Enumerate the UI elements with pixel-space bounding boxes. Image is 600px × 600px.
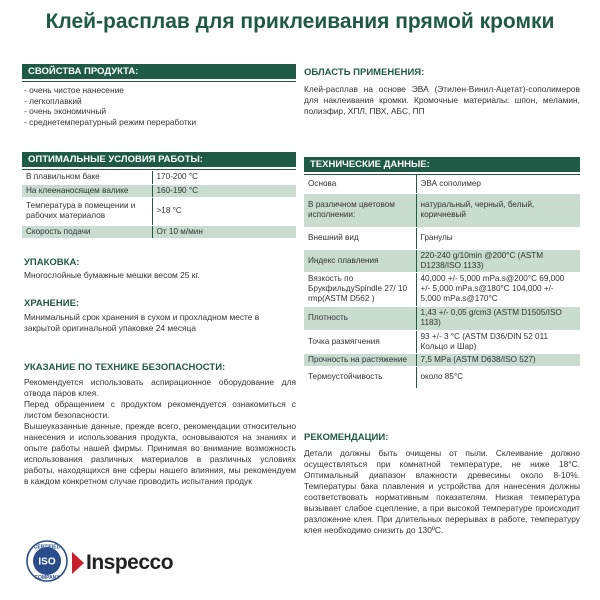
recommendations-text: Детали должны быть очищены от пыли. Склеивание должно осуществляться при комнатной температуре, не ниже 18°С. Оптимальный диапазон влажности древесины около 8-10%. Температуры бака плавления и устройства для нанесения должны соответствовать нормативным показателям. Низкая температура вызывает слабое сцепление, а при высокой температуре происходит разложение клея. При длительных перерывах в работе, температуру клея необходимо снизить до 130ºС. [304, 448, 580, 535]
table-row: Температура в помещении и рабочих материалов >18 °С [22, 197, 296, 225]
table-row: Термоустойчивость около 85°C [304, 366, 580, 388]
safety-heading: УКАЗАНИЕ ПО ТЕХНИКЕ БЕЗОПАСНОСТИ: [24, 362, 226, 373]
list-item: - очень чистое нанесение [24, 85, 294, 96]
application-text: Клей-расплав на основе ЭВА (Этилен-Винил-Ацетат)-сополимеров для наклеивания кромки. Кромочные материалы: шпон, меламин, полиэфир, ХПЛ, ПВХ, АБС, ПП [304, 84, 580, 116]
iso-bottom-text: COMPANY [34, 575, 60, 581]
table-row: Прочность на растяжение 7,5 MPa (ASTM D638/ISO 527) [304, 353, 580, 366]
list-item: - очень экономичный [24, 106, 294, 117]
safety-text-1: Рекомендуется использовать аспирационное оборудование для отвода паров клея. [24, 377, 296, 398]
brand-mark-icon [72, 552, 84, 574]
table-row: В различном цветовом исполнении: натуральный, черный, белый, коричневый [304, 193, 580, 227]
list-item: - среднетемпературный режим переработки [24, 117, 294, 128]
section-bar-conditions: ОПТИМАЛЬНЫЕ УСЛОВИЯ РАБОТЫ: [22, 152, 296, 167]
list-item: - легкоплавкий [24, 96, 294, 107]
tech-table [304, 175, 580, 389]
table-row: Точка размягчения 93 +/- 3 °C (ASTM D36/DIN 52 011 Кольцо и Шар) [304, 330, 580, 353]
table-row: Вязкость по БрукфильдуSpindle 27/ 10 rmp(ASTM D562 ) 40,000 +/- 5,000 mPa.s@200°C 69,000 +/- 5,000 mPa.s@180°C 104,000 +/- 5,000 mPa.s@170°C [304, 272, 580, 306]
conditions-table [22, 171, 296, 239]
brand-name: Inspecco [86, 551, 174, 574]
safety-text-3: Вышеуказанные данные, прежде всего, рекомендации относительно нанесения и использования продукта, основываются на знаниях и опыте работы нашей фирмы. Принимая во внимание возможность использования различных материалов в различных условиях работы, находящихся вне сферы нашего влияния, мы рекомендуем в каждом конкретном случае проводить испытания продук [24, 421, 296, 486]
safety-text-2: Перед обращением с продуктом рекомендуется ознакомиться с листом безопасности. [24, 399, 296, 420]
page-title: Клей-расплав для приклеивания прямой кромки [45, 10, 555, 33]
iso-top-text: CERTIFIED [33, 544, 61, 551]
table-row: Индекс плавления 220-240 g/10min @200°C (ASTM D1238/ISO 1133) [304, 249, 580, 272]
iso-mid-text: ISO [38, 556, 56, 568]
packaging-text: Многослойные бумажные мешки весом 25 кг. [24, 270, 200, 280]
iso-seal-icon [26, 540, 68, 582]
section-bar-properties: СВОЙСТВА ПРОДУКТА: [22, 64, 296, 79]
packaging-heading: УПАКОВКА: [24, 257, 80, 268]
recommendations-heading: РЕКОМЕНДАЦИИ: [304, 432, 389, 443]
table-row: В плавильном баке 170-200 °С [22, 171, 296, 184]
section-bar-tech: ТЕХНИЧЕСКИЕ ДАННЫЕ: [304, 157, 580, 172]
table-row: Внешний вид Гранулы [304, 227, 580, 249]
storage-text: Минимальный срок хранения в сухом и прохладном месте в закрытой оригинальной упаковке 24 месяца [24, 312, 260, 333]
properties-list [24, 85, 294, 127]
table-row: Плотность 1,43 +/- 0,05 g/cm3 (ASTM D1505/ISO 1183) [304, 306, 580, 330]
table-row: На клеенаносящем валике 160-190 °С [22, 184, 296, 197]
table-row: Основа ЭВА сополимер [304, 175, 580, 193]
company-logo [26, 540, 186, 584]
storage-heading: ХРАНЕНИЕ: [24, 298, 80, 309]
table-row: Скорость подачи От 10 м/мин [22, 225, 296, 238]
application-heading: ОБЛАСТЬ ПРИМЕНЕНИЯ: [304, 67, 425, 78]
